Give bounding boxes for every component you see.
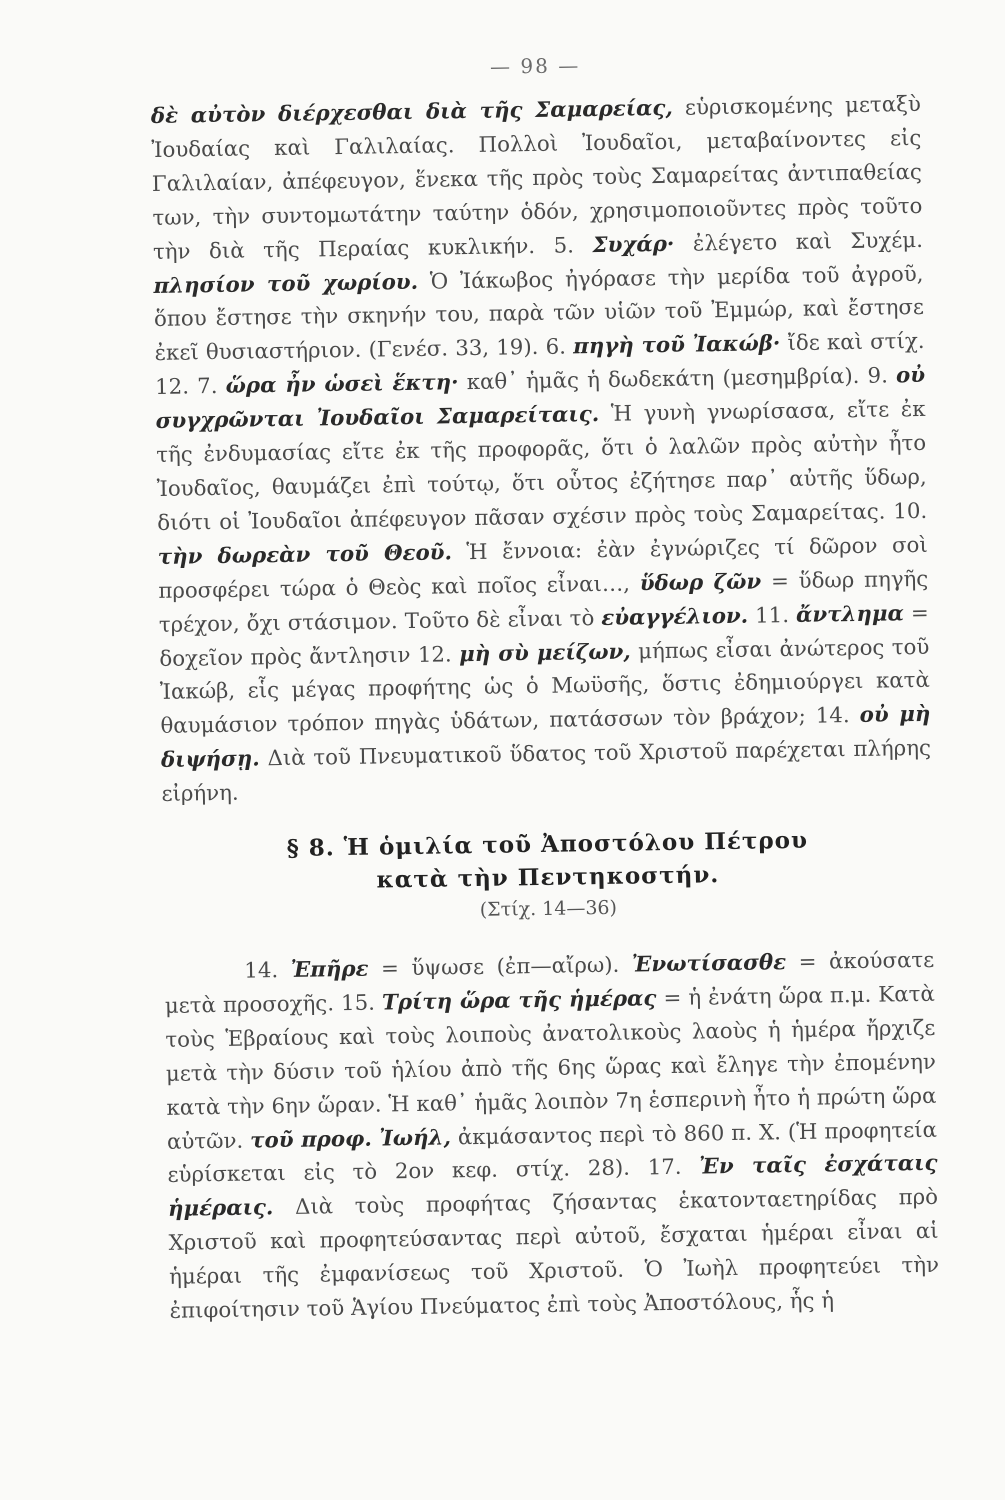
page-number: — 98 — bbox=[489, 53, 581, 79]
commentary-text: 11. bbox=[747, 602, 797, 629]
lemma-term: ὕδωρ ζῶν bbox=[639, 569, 762, 597]
lemma-term: οὐ μὴ διψήσῃ. bbox=[160, 702, 931, 774]
commentary-paragraph-2 bbox=[164, 944, 940, 1329]
lemma-term: Ἐνωτίσασθε bbox=[631, 950, 787, 978]
lemma-term: τοῦ προφ. Ἰωήλ, bbox=[249, 1124, 452, 1154]
commentary-text: = ἀκούσατε μετὰ προσοχῆς. 15. bbox=[164, 947, 935, 1019]
commentary-text: 14. bbox=[244, 957, 291, 984]
commentary-text: Ἡ γυνὴ γνωρίσασα, εἴτε ἐκ τῆς ἐνδυμασίας εἴτε ἐκ τῆς προφορᾶς, ὅτι ὁ λαλῶν πρὸς αὐτὴν ἦτο Ἰουδαῖος, θαυμάζει ἐπὶ τούτῳ, ὅτι οὗτος ἐζήτησε παρ᾽ αὐτῆς ὕδωρ, διότι οἱ Ἰουδαῖοι ἀπέφευγον πᾶσαν σχέσιν πρὸς τοὺς Σαμαρείτας. 10. bbox=[156, 397, 928, 536]
lemma-term: Τρίτη ὥρα τῆς ἡμέρας bbox=[381, 986, 657, 1016]
lemma-term: πλησίον τοῦ χωρίου. bbox=[153, 269, 419, 299]
lemma-term: εὐαγγέλιον. bbox=[601, 603, 749, 631]
lemma-term: Συχάρ· bbox=[592, 231, 675, 258]
section-heading bbox=[162, 822, 933, 900]
commentary-paragraph-1 bbox=[151, 88, 932, 812]
commentary-text: Ὁ Ἰάκωβος ἠγόρασε τὴν μερίδα τοῦ ἀγροῦ, ὅπου ἔστησε τὴν σκηνήν του, παρὰ τῶν υἱῶν τοῦ Ἐμμώρ, καὶ ἔστησε ἐκεῖ θυσιαστήριον. (Γενέσ. 33, 19). 6. bbox=[153, 261, 925, 367]
commentary-text: Διὰ τοῦ Πνευματικοῦ ὕδατος τοῦ Χριστοῦ παρέχεται πλήρης εἰρήνη. bbox=[161, 736, 932, 808]
commentary-text: Διὰ τοὺς προφήτας ζήσαντας ἑκατονταετηρίδας πρὸ Χριστοῦ καὶ προφητεύσαντας περὶ αὐτοῦ, ἔσχαται ἡμέραι εἶναι αἱ ἡμέραι τῆς ἐμφανίσεως τοῦ Χριστοῦ. Ὁ Ἰωὴλ προφητεύει τὴν ἐπιφοίτησιν τοῦ Ἁγίου Πνεύματος ἐπὶ τοὺς Ἀποστόλους, ἧς ἡ bbox=[168, 1185, 940, 1324]
commentary-text: ἀκμάσαντος περὶ τὸ 860 π. Χ. (Ἡ προφητεία εὑρίσκεται εἰς τὸ 2ον κεφ. στίχ. 28). 17. bbox=[167, 1117, 938, 1189]
lemma-term: μὴ σὺ μείζων, bbox=[458, 639, 631, 667]
book-page bbox=[150, 48, 942, 1480]
commentary-text: = ἡ ἐνάτη ὥρα π.μ. Κατὰ τοὺς Ἑβραίους καὶ τοὺς λοιποὺς ἀνατολικοὺς λαοὺς ἡ ἡμέρα ἤρχιζε μετὰ τὴν δύσιν τοῦ ἡλίου ἀπὸ τῆς 6ης ὥρας καὶ ἔληγε τὴν ἐπομένην κατὰ τὴν 6ην ὥραν. Ἡ καθ᾽ ἡμᾶς λοιπὸν 7η ἑσπερινὴ ἦτο ἡ πρώτη ὥρα αὐτῶν. bbox=[165, 981, 937, 1155]
commentary-text: ἐλέγετο καὶ Συχέμ. bbox=[674, 227, 924, 257]
lemma-term: πηγὴ τοῦ Ἰακώβ· bbox=[572, 331, 781, 360]
section-heading-line-1: § 8. Ἡ ὁμιλία τοῦ Ἀποστόλου Πέτρου bbox=[286, 826, 809, 862]
commentary-text: = ὕδωρ πηγῆς τρέχον, ὄχι στάσιμον. Τοῦτο δὲ εἶναι τὸ bbox=[158, 566, 929, 638]
lemma-term: τὴν δωρεὰν τοῦ Θεοῦ. bbox=[157, 540, 453, 570]
commentary-text: = ὕψωσε (ἐπ—αἴρω). bbox=[368, 952, 633, 982]
lemma-term: οὐ συγχρῶνται Ἰουδαῖοι Σαμαρείταις. bbox=[155, 363, 926, 435]
commentary-text: καθ᾽ ἡμᾶς ἡ δωδεκάτη (μεσημβρία). 9. bbox=[458, 363, 897, 396]
commentary-text: μήπως εἶσαι ἀνώτερος τοῦ Ἰακώβ, εἷς μέγας προφήτης ὡς ὁ Μωϋσῆς, ὅστις ἐδημιούργει κατὰ θαυμάσιον τρόπον πηγὰς ὑδάτων, πατάσσων τὸν βράχον; 14. bbox=[159, 634, 931, 740]
commentary-text: Ἡ ἔννοια: ἐὰν ἐγνώριζες τί δῶρον σοὶ προσφέρει τώρα ὁ Θεὸς καὶ ποῖος εἶναι…, bbox=[158, 532, 928, 604]
lemma-term: ὥρα ἦν ὡσεὶ ἕκτη· bbox=[225, 370, 459, 400]
section-heading-line-2: κατὰ τὴν Πεντηκοστήν. bbox=[376, 861, 720, 894]
lemma-term: Ἐπῆρε bbox=[290, 956, 369, 983]
commentary-text: = δοχεῖον πρὸς ἄντλησιν 12. bbox=[159, 600, 929, 672]
lemma-term: ἄντλημα bbox=[795, 600, 905, 628]
lemma-term: Ἐν ταῖς ἐσχάταις ἡμέραις. bbox=[167, 1151, 938, 1223]
commentary-text: εὑρισκομένης μεταξὺ Ἰουδαίας καὶ Γαλιλαίας. Πολλοὶ Ἰουδαῖοι, μεταβαίνοντες εἰς Γαλιλαίαν, ἀπέφευγον, ἕνεκα τῆς πρὸς τοὺς Σαμαρείτας ἀντιπαθείας των, τὴν συντομωτάτην ταύτην ὁδόν, χρησιμοποιοῦντες πρὸς τοῦτο τὴν διὰ τῆς Περαίας κυκλικήν. 5. bbox=[151, 91, 923, 265]
commentary-text: ἴδε καὶ στίχ. 12. 7. bbox=[154, 329, 925, 401]
section-verse-range: (Στίχ. 14—36) bbox=[479, 896, 618, 921]
lemma-term: δὲ αὐτὸν διέρχεσθαι διὰ τῆς Σαμαρείας, bbox=[150, 95, 674, 129]
